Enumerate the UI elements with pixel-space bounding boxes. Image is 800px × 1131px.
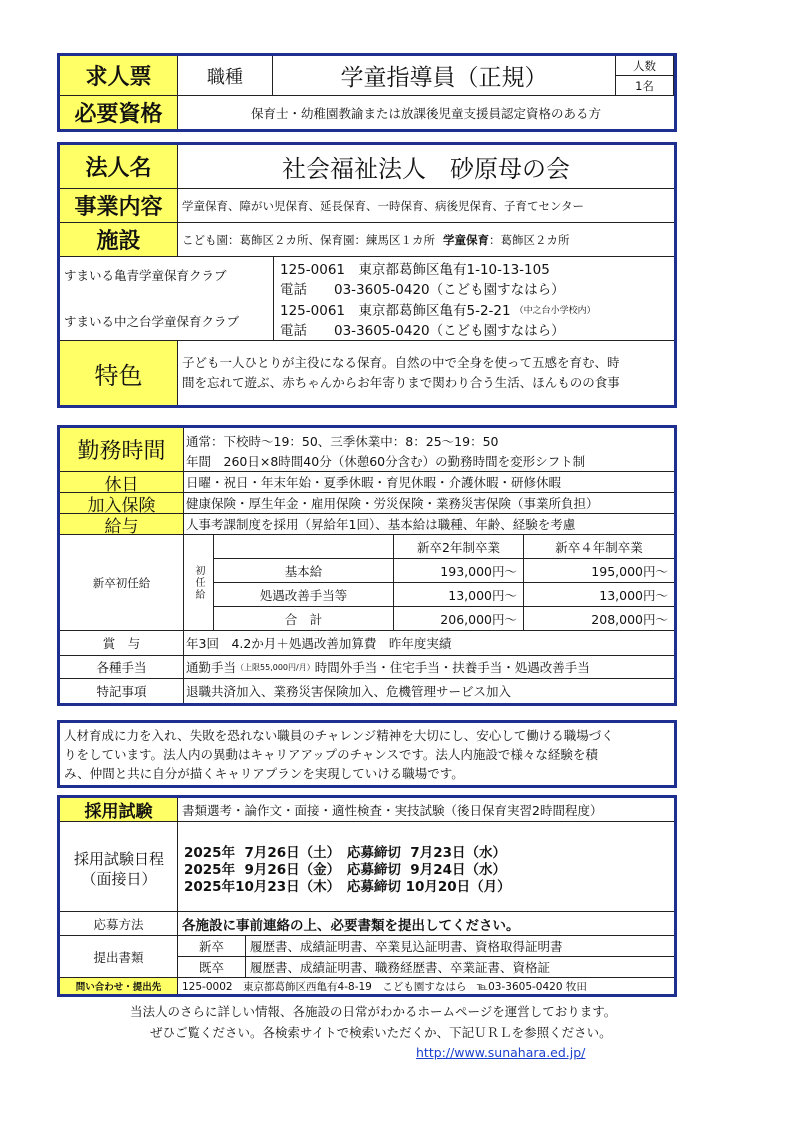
- pay-table-header-blank: [214, 535, 394, 559]
- count-value: 1名: [616, 76, 674, 96]
- features-line2: 間を忘れて遊ぶ、赤ちゃんからお年寄りまで関わり合う生活、ほんものの食事: [182, 375, 620, 390]
- features-line1: 子ども一人ひとりが主役になる保育。自然の中で全身を使って五感を育む、時: [182, 355, 620, 370]
- special-notes-label: 特記事項: [60, 679, 184, 703]
- experienced-label: 既卒: [178, 957, 246, 978]
- allowance-commute: 通勤手当: [186, 660, 237, 675]
- pay-row-4yr-value: 208,000円〜: [524, 607, 674, 631]
- pay-row-4yr-value: 13,000円〜: [524, 583, 674, 607]
- exam-label: 採用試験: [60, 798, 178, 822]
- site2-name: すまいる中之台学童保育クラブ: [64, 314, 240, 329]
- corp-name-value: 社会福祉法人 砂原母の会: [178, 145, 674, 189]
- new-grad-documents: 履歴書、成績証明書、卒業見込証明書、資格取得証明書: [246, 936, 674, 957]
- starting-pay-vertical-text: 初任給: [193, 564, 204, 601]
- exam-dates: [178, 822, 674, 912]
- exam-date-row: 2025年10月23日（木） 応募締切 10月20日（月）: [184, 879, 511, 895]
- starting-pay-label: 新卒初任給: [60, 535, 184, 631]
- site2-address: [276, 299, 596, 319]
- features-label: 特色: [60, 341, 178, 405]
- contact-label: 問い合わせ・提出先: [60, 978, 178, 994]
- message-line1: 人材育成に力を入れ、失敗を恐れない職員のチャレンジ精神を大切にし、安心して働ける職場づく: [64, 728, 614, 743]
- facility-label: 施設: [60, 223, 178, 257]
- pay-row-label: 処遇改善手当等: [214, 583, 394, 607]
- allowance-others: 時間外手当・住宅手当・扶養手当・処遇改善手当: [314, 660, 590, 675]
- site1-name: すまいる亀青学童保育クラブ: [64, 268, 227, 283]
- exam-content: 書類選考・論作文・面接・適性検査・実技試験（後日保育実習2時間程度）: [178, 798, 674, 822]
- experienced-documents: 履歴書、成績証明書、職務経歴書、卒業証書、資格証: [246, 957, 674, 978]
- site-details: [274, 257, 674, 341]
- insurance-label: 加入保険: [60, 493, 184, 514]
- allowance-label: 各種手当: [60, 656, 184, 679]
- pay-row-2yr-value: 206,000円〜: [394, 607, 524, 631]
- pay-row-4yr-value: 195,000円〜: [524, 559, 674, 583]
- qualification-value: 保育士・幼稚園教諭または放課後児童支援員認定資格のある方: [250, 105, 601, 121]
- exam-date-label: [60, 822, 178, 912]
- corp-name-label: 法人名: [60, 145, 178, 189]
- bonus-value: 年3回 4.2か月＋処遇改善加算費 昨年度実績: [184, 631, 674, 656]
- corporation-block: [57, 142, 677, 408]
- pay-col-2yr: 新卒2年制卒業: [394, 535, 524, 559]
- hours-label: 勤務時間: [60, 428, 184, 472]
- site2-phone: 電話 03-3605-0420（こども園すなはら）: [280, 323, 565, 339]
- allowance-value: [184, 656, 674, 679]
- documents-label: 提出書類: [60, 936, 178, 978]
- starting-pay-vertical: [184, 535, 214, 631]
- job-header-block: [57, 53, 677, 132]
- new-grad-label: 新卒: [178, 936, 246, 957]
- pay-row-label: 基本給: [214, 559, 394, 583]
- pay-col-4yr: 新卒４年制卒業: [524, 535, 674, 559]
- hours-line1: 通常：下校時〜19：50、三季休業中：8：25〜19：50: [186, 434, 499, 449]
- salary-value: 人事考課制度を採用（昇給年1回）、基本給は職種、年齢、経験を考慮: [184, 514, 674, 535]
- count-label: 人数: [616, 56, 674, 76]
- message-line2: りをしています。法人内の異動はキャリアアップのチャンスです。法人内施設で様々な経験を積: [64, 747, 598, 762]
- exam-date-label-line1: 採用試験日程: [73, 850, 164, 868]
- bonus-label: 賞 与: [60, 631, 184, 656]
- message-block: [57, 720, 677, 788]
- exam-date-row: 2025年 7月26日（土） 応募締切 7月23日（水）: [184, 845, 506, 861]
- insurance-value: 健康保険・厚生年金・雇用保険・労災保険・業務災害保険（事業所負担）: [184, 493, 674, 514]
- exam-block: [57, 795, 677, 997]
- site1-address: 125-0061 東京都葛飾区亀有1-10-13-105: [280, 262, 550, 278]
- special-notes-value: 退職共済加入、業務災害保険加入、危機管理サービス加入: [186, 684, 512, 699]
- apply-method-label: 応募方法: [60, 912, 178, 936]
- qualification-label: 必要資格: [60, 96, 178, 129]
- homepage-link[interactable]: http://www.sunahara.ed.jp/: [416, 1045, 586, 1060]
- work-conditions-block: [57, 425, 677, 706]
- exam-date-row: 2025年 9月26日（金） 応募締切 9月24日（水）: [184, 862, 506, 878]
- business-value: 学童保育、障がい児保育、延長保育、一時保育、病後児保育、子育てセンター: [178, 189, 674, 223]
- salary-label: 給与: [60, 514, 184, 535]
- facility-text-bold: 学童保育: [443, 232, 489, 247]
- business-label: 事業内容: [60, 189, 178, 223]
- site1-phone: 電話 03-3605-0420（こども園すなはら）: [280, 282, 565, 298]
- recruit-title: 求人票: [60, 56, 178, 96]
- exam-date-label-line2: （面接日）: [81, 870, 157, 888]
- site2-address-note: （中之台小学校内）: [514, 305, 596, 316]
- pay-row-2yr-value: 193,000円〜: [394, 559, 524, 583]
- site2-address-text: 125-0061 東京都葛飾区亀有5-2-21: [280, 303, 511, 319]
- hours-line2: 年間 260日×8時間40分（休憩60分含む）の勤務時間を変形シフト制: [186, 454, 586, 469]
- features-value: [178, 341, 674, 405]
- site-names: [60, 257, 274, 341]
- contact-value: 125-0002 東京都葛飾区西亀有4-8-19 こども園すなはら ℡03-3605-0420 牧田: [182, 980, 587, 993]
- facility-text-a: こども園：葛飾区２カ所、保育園：練馬区１カ所: [182, 232, 435, 247]
- apply-method-value: 各施設に事前連絡の上、必要書類を提出してください。: [178, 912, 674, 936]
- pay-row-label: 合 計: [214, 607, 394, 631]
- pay-row-2yr-value: 13,000円〜: [394, 583, 524, 607]
- allowance-note: （上限55,000円/月）: [236, 662, 315, 672]
- message-line3: み、仲間と共に自分が描くキャリアプランを実現していける職場です。: [64, 766, 464, 781]
- hours-value: [184, 428, 674, 472]
- job-type-value: 学童指導員（正規）: [273, 56, 616, 96]
- footer-line1: 当法人のさらに詳しい情報、各施設の日常がわかるホームページを運営しております。: [130, 1004, 617, 1019]
- holiday-value: 日曜・祝日・年末年始・夏季休暇・育児休暇・介護休暇・研修休暇: [184, 472, 674, 493]
- footer-line2: ぜひご覧ください。各検索サイトで検索いただくか、下記ＵＲＬを参照ください。: [150, 1025, 612, 1040]
- holiday-label: 休日: [60, 472, 184, 493]
- facility-value: [178, 223, 674, 257]
- job-type-label: 職種: [178, 56, 273, 96]
- facility-text-c: ：葛飾区２カ所: [489, 232, 570, 247]
